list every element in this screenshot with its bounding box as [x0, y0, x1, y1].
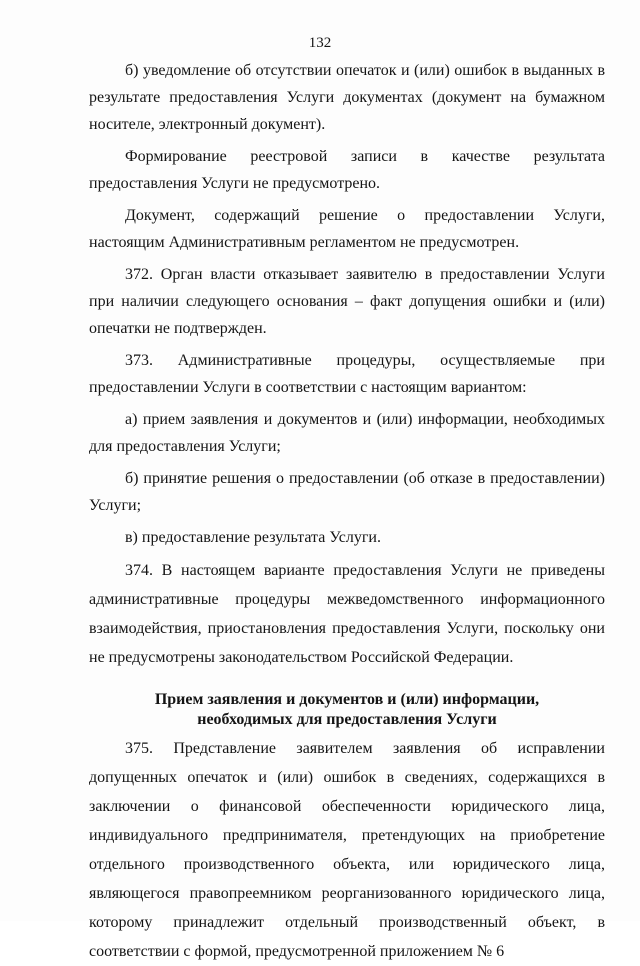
section-heading-line-2: необходимых для предоставления Услуги	[197, 711, 497, 728]
paragraph-decision-document: Документ, содержащий решение о предоставлении Услуги, настоящим Административным регламентом не предусмотрен.	[89, 207, 605, 251]
paragraph-373: 373. Административные процедуры, осуществляемые при предоставлении Услуги в соответствии с настоящим вариантом:	[89, 352, 605, 396]
paragraph-notification: б) уведомление об отсутствии опечаток и (или) ошибок в выданных в результате предоставления Услуги документах (документ на бумажном носителе, электронный документ).	[89, 62, 605, 133]
list-item-c: в) предоставление результата Услуги.	[125, 529, 381, 546]
section-heading-line-1: Прием заявления и документов и (или) информации,	[154, 691, 540, 708]
paragraph-registry-record: Формирование реестровой записи в качестве результата предоставления Услуги не предусмотрено.	[89, 148, 605, 192]
list-item-a: а) прием заявления и документов и (или) информации, необходимых для предоставления Услуги;	[89, 411, 605, 455]
paragraph-374: 374. В настоящем варианте предоставления Услуги не приведены административные процедуры межведомственного информационного взаимодействия, приостановления предоставления Услуги, поскольку они не предусмотрены законодательством Российской Федерации.	[89, 562, 605, 666]
page-number: 132	[308, 35, 332, 51]
paragraph-372: 372. Орган власти отказывает заявителю в предоставлении Услуги при наличии следующего основания – факт допущения ошибки и (или) опечатки не подтвержден.	[89, 266, 605, 337]
list-item-b: б) принятие решения о предоставлении (об отказе в предоставлении) Услуги;	[89, 470, 605, 514]
document-body	[89, 57, 605, 966]
section-heading	[89, 690, 605, 730]
paragraph-375: 375. Представление заявителем заявления об исправлении допущенных опечаток и (или) ошибок в сведениях, содержащихся в заключении о финансовой обеспеченности юридического лица, индивидуального предпринимателя, претендующих на приобретение отдельного производственного объекта, или юридического лица, являющегося правопреемником реорганизованного юридического лица, которому принадлежит отдельный производственный объект, в соответствии с формой, предусмотренной приложением № 6	[89, 740, 605, 960]
